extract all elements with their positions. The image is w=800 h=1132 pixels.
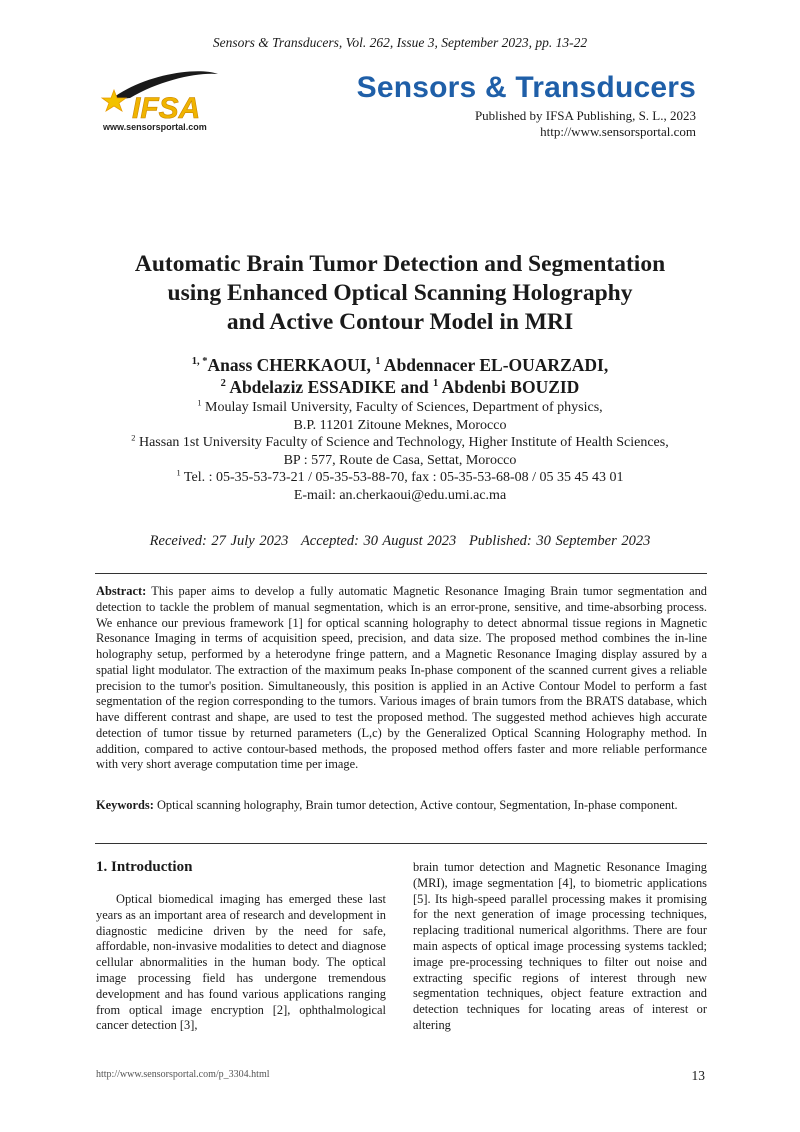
affiliation-text: Moulay Ismail University, Faculty of Sciences, Department of physics,	[201, 400, 603, 415]
title-line: Automatic Brain Tumor Detection and Segmentation	[134, 251, 666, 277]
affiliation-text: B.P. 11201 Zitoune Meknes, Morocco	[293, 417, 507, 433]
affiliation-sup: 1	[176, 468, 181, 478]
journal-title: Sensors & Transducers	[356, 71, 696, 104]
dates-line	[0, 533, 800, 550]
body-column-right	[413, 860, 707, 1034]
article-title	[60, 250, 740, 337]
paragraph: Optical biomedical imaging has emerged these last years as an important area of research and development in diagnostic medicine driven by the need for safe, affordable, non-invasive modalities to detect and diagnose cellular abnormalities in the human body. The optical image processing field has undergone tremendous development and has found various applications ranging from optical image encryption [2], ophthalmological cancer detection [3],	[96, 892, 386, 1033]
logo-text: IFSA	[132, 92, 201, 125]
running-head: Sensors & Transducers, Vol. 262, Issue 3, September 2023, pp. 13-22	[212, 35, 588, 50]
author-name: Abdenbi BOUZID	[438, 377, 580, 397]
section-heading: 1. Introduction	[96, 859, 193, 875]
paragraph: brain tumor detection and Magnetic Resonance Imaging (MRI), image segmentation [4], to biometric applications [5]. Its high-speed parallel processing makes it promising for the next generation of image processing techniques, replacing traditional numerical algorithms. There are four main aspects of optical image processing systems tackled; image pre-processing techniques to filter out noise and extracting specific regions of interest through new segmentation techniques, object feature extraction and detection techniques for locating areas of interest or altering	[413, 860, 707, 1032]
abstract-text: This paper aims to develop a fully automatic Magnetic Resonance Imaging Brain tumor segmentation and detection to tackle the problem of manual segmentation, which is an error-prone, sensitive, and time-absorbing process. We enhance our previous framework [1] for optical scanning holography to detect abnormal tissue regions in Magnetic Resonance Imaging in terms of acquisition speed, precision, and data size. The proposed method combines the in-line holography setup, performed by a heterodyne fringe pattern, and a Magnetic Resonance Imaging display assured by a spatial light modulator. The extraction of the maximum peaks In-phase component of the scanned current gives a reliable precision to the tumor's position. Simultaneously, this position is applied in an Active Contour Model to perform a fast segmentation of the region corresponding to the tumors. Various images of brain tumors from the BRATS database, which have different contrast and shape, are used to test the proposed method. The suggested method achieves high accurate detection of tumor tissue by returned parameters (L,c) by the Generalized Optical Scanning Holography method. In addition, compared to active contour-based methods, the proposed method offers faster and more reliable performance with very short average computation time per image.	[96, 584, 707, 772]
keywords-text: Optical scanning holography, Brain tumor detection, Active contour, Segmentation, In-phase component.	[156, 798, 678, 812]
keywords-label: Keywords:	[96, 798, 154, 812]
email: E-mail: an.cherkaoui@edu.umi.ac.ma	[293, 487, 507, 503]
authors-line	[60, 376, 740, 398]
affiliation-line	[40, 487, 760, 505]
affiliation-sup: 2	[131, 433, 136, 443]
divider	[95, 573, 707, 574]
author-name: Anass CHERKAOUI,	[207, 355, 376, 375]
author-name: Abdennacer EL-OUARZADI,	[380, 355, 609, 375]
author-sup: 2	[220, 378, 226, 390]
received-date: Received: 27 July 2023	[149, 533, 289, 549]
affiliation-line	[40, 434, 760, 452]
affiliations	[40, 399, 760, 505]
abstract-label: Abstract:	[96, 584, 147, 598]
page-number: 13	[691, 1068, 705, 1083]
keywords	[96, 798, 707, 814]
author-sup: 1	[375, 356, 381, 368]
author-sup: 1, *	[191, 356, 208, 368]
affiliation-line	[40, 417, 760, 435]
affiliation-text: Hassan 1st University Faculty of Science and Technology, Higher Institute of Health Sciences,	[135, 435, 669, 451]
affiliation-line	[40, 452, 760, 470]
body-column-left	[96, 892, 386, 1034]
publisher: Published by IFSA Publishing, S. L., 2023	[474, 108, 696, 123]
affiliation-line	[40, 469, 760, 487]
affiliation-line	[40, 399, 760, 417]
affiliation-sup: 1	[197, 398, 202, 408]
author-name: Abdelaziz ESSADIKE and	[225, 377, 434, 397]
title-line: and Active Contour Model in MRI	[226, 309, 574, 335]
title-line: using Enhanced Optical Scanning Holography	[167, 280, 633, 306]
authors	[60, 354, 740, 398]
published-date: Published: 30 September 2023	[468, 533, 651, 549]
logo-url: www.sensorsportal.com	[103, 122, 207, 132]
journal-url: http://www.sensorsportal.com	[540, 124, 696, 139]
affiliation-text: BP : 577, Route de Casa, Settat, Morocco	[283, 452, 517, 468]
affiliation-text: Tel. : 05-35-53-73-21 / 05-35-53-88-70, fax : 05-35-53-68-08 / 05 35 45 43 01	[180, 470, 624, 486]
divider	[95, 843, 707, 844]
author-sup: 1	[433, 378, 439, 390]
authors-line	[60, 354, 740, 376]
accepted-date: Accepted: 30 August 2023	[300, 533, 457, 549]
abstract	[96, 584, 707, 773]
footer-url: http://www.sensorsportal.com/p_3304.html	[96, 1069, 270, 1080]
